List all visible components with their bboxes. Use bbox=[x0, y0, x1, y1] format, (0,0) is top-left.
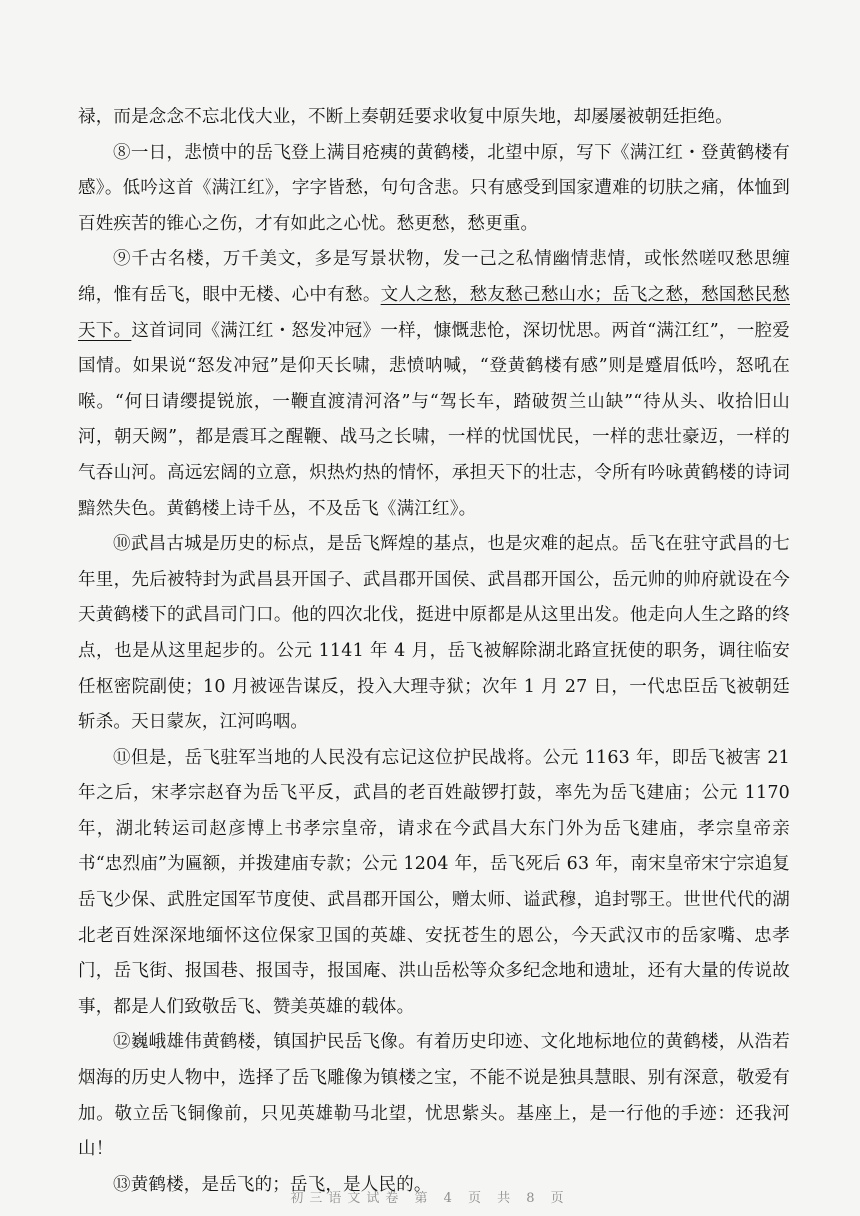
paragraph-9-rest: 这首词同《满江红・怒发冲冠》一样，慷慨悲怆，深切忧思。两首“满江红”，一腔爱国情。如果说“怒发冲冠”是仰天长啸，悲愤呐喊，“登黄鹤楼有感”则是蹙眉低吟，怒吼在喉。“何日请缨提锐旅，一鞭直渡清河洛”与“驾长车，踏破贺兰山缺”“待从头、收拾旧山河，朝天阙”，都是震耳之醒鞭、战马之长啸，一样的忧国忧民，一样的悲壮豪迈，一样的气吞山河。高远宏阔的立意，炽热灼热的情怀，承担天下的壮志，令所有吟咏黄鹤楼的诗词黯然失色。黄鹤楼上诗千丛，不及岳飞《满江红》。 bbox=[78, 320, 790, 519]
paragraph-8: ⑧一日，悲愤中的岳飞登上满目疮痍的黄鹤楼，北望中原，写下《满江红・登黄鹤楼有感》。低吟这首《满江红》，字字皆愁，句句含悲。只有感受到国家遭难的切肤之痛，体恤到百姓疾苦的锥心之伤，才有如此之心忧。愁更愁，愁更重。 bbox=[78, 142, 790, 234]
paragraph-10: ⑩武昌古城是历史的标点，是岳飞辉煌的基点，也是灾难的起点。岳飞在驻守武昌的七年里，先后被特封为武昌县开国子、武昌郡开国侯、武昌郡开国公，岳元帅的帅府就设在今天黄鹤楼下的武昌司门口。他的四次北伐，挺进中原都是从这里出发。他走向人生之路的终点，也是从这里起步的。公元 1141 年 4 月，岳飞被解除湖北路宣抚使的职务，调往临安任枢密院副使；10 月被诬告谋反，投入大理寺狱；次年 1 月 27 日，一代忠臣岳飞被朝廷斩杀。天日蒙灰，江河呜咽。 bbox=[78, 534, 790, 733]
paragraph-13: ⑬黄鹤楼，是岳飞的；岳飞，是人民的。 bbox=[113, 1174, 432, 1195]
paragraph-continuation: 禄，而是念念不忘北伐大业，不断上奏朝廷要求收复中原失地，却屡屡被朝廷拒绝。 bbox=[78, 107, 733, 127]
paragraph-9 bbox=[78, 242, 790, 527]
paragraph-11: ⑪但是，岳飞驻军当地的人民没有忘记这位护民战将。公元 1163 年，即岳飞被害 21 年之后，宋孝宗赵眘为岳飞平反，武昌的老百姓敲锣打鼓，率先为岳飞建庙；公元 1170 年，湖北转运司赵彦博上书孝宗皇帝，请求在今武昌大东门外为岳飞建庙，孝宗皇帝亲书“忠烈庙”为匾额，并拨建庙专款；公元 1204 年，岳飞死后 63 年，南宋皇帝宋宁宗追复岳飞少保、武胜定国军节度使、武昌郡开国公，赠太师、谥武穆，追封鄂王。世世代代的湖北老百姓深深地缅怀这位保家卫国的英雄、安抚苍生的恩公，今天武汉市的岳家嘴、忠孝门，岳飞街、报国巷、报国寺，报国庵、洪山岳松等众多纪念地和遗址，还有大量的传说故事，都是人们致敬岳飞、赞美英雄的载体。 bbox=[78, 747, 790, 1017]
paragraph-12: ⑫巍峨雄伟黄鹤楼，镇国护民岳飞像。有着历史印迹、文化地标地位的黄鹤楼，从浩若烟海的历史人物中，选择了岳飞雕像为镇楼之宝，不能不说是独具慧眼、别有深意，敬爱有加。敬立岳飞铜像前，只见英雄勒马北望，忧思紫头。基座上，是一行他的手迹：还我河山！ bbox=[78, 1032, 790, 1160]
paragraph-9-intro: ⑨千古名楼，万千美文，多是写景状物，发一己之私情幽情悲情，或怅然嗟叹愁思缠绵，惟有岳飞，眼中无楼、心中有愁。 bbox=[78, 249, 790, 305]
article-body bbox=[78, 100, 790, 1203]
page-footer: 初三语文试卷 第 4 页 共 8 页 bbox=[290, 1191, 570, 1206]
underlined-sentence: 文人之愁，愁友愁己愁山水；岳飞之愁，愁国愁民愁天下。 bbox=[78, 284, 790, 341]
